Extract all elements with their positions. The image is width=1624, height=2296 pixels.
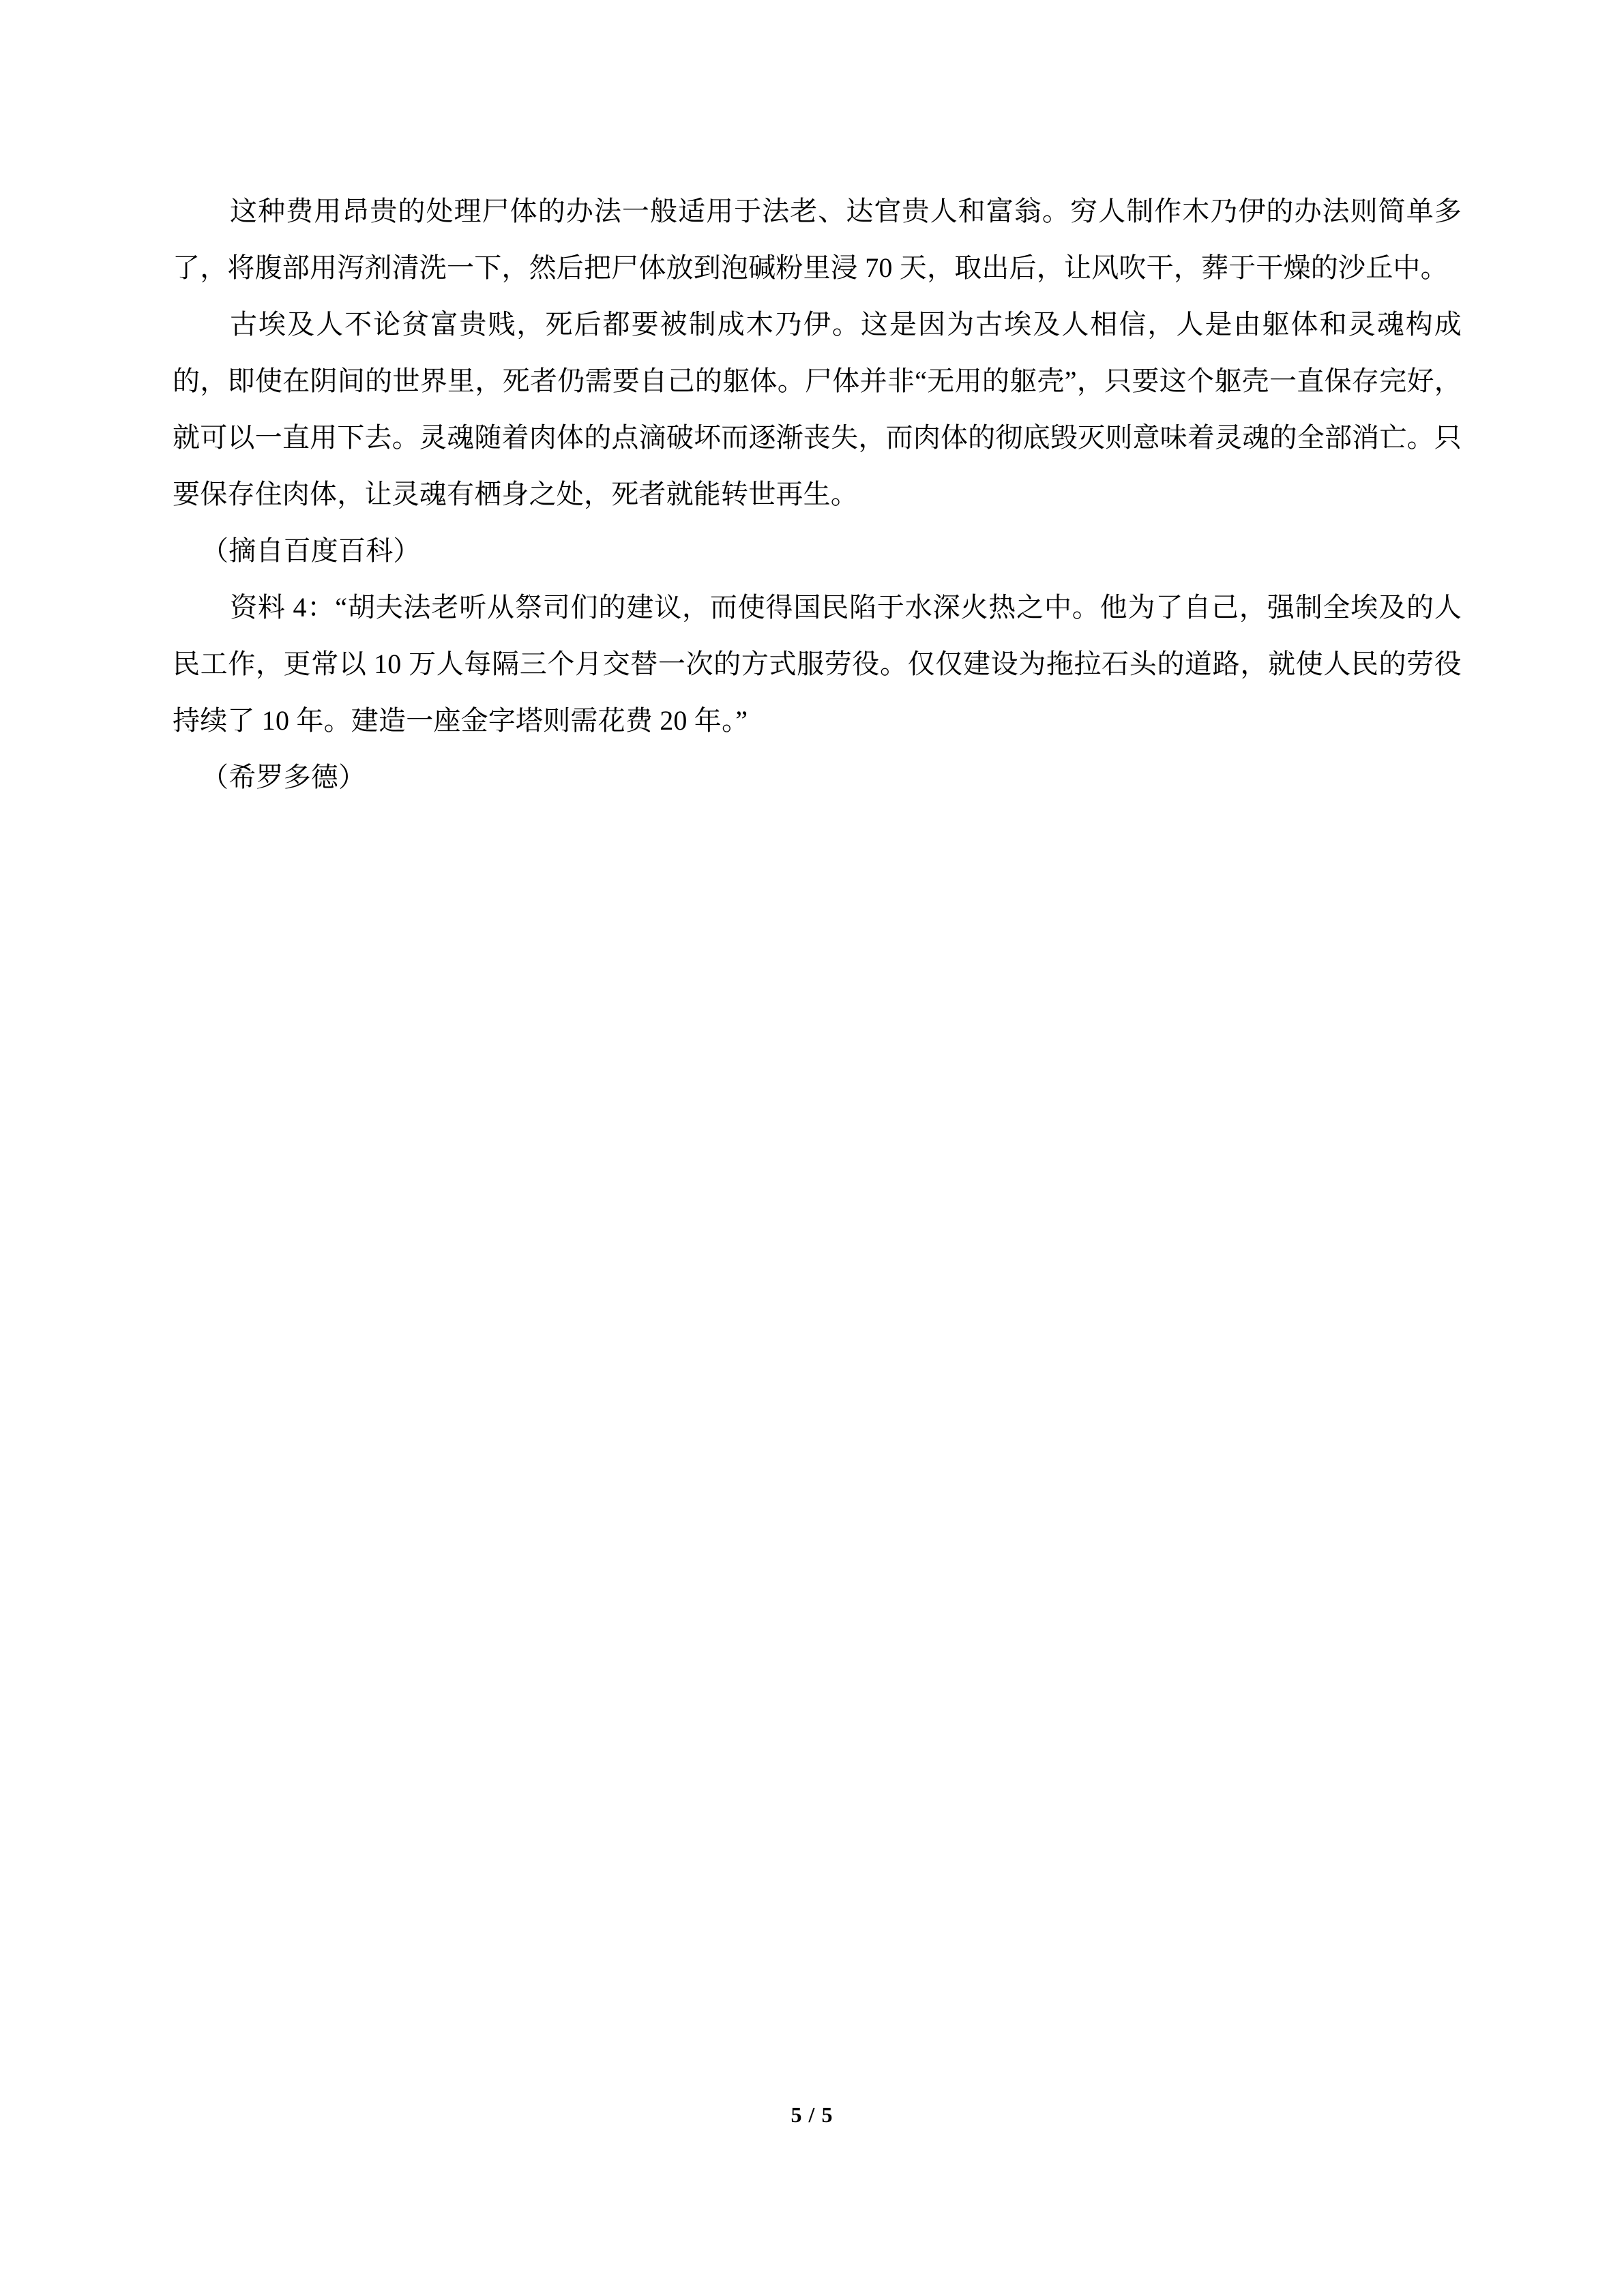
paragraph-mummy-belief: 古埃及人不论贫富贵贱，死后都要被制成木乃伊。这是因为古埃及人相信，人是由躯体和灵魂构成的，即使在阴间的世界里，死者仍需要自己的躯体。尸体并非“无用的躯壳”，只要这个躯壳一直保存完好，就可以一直用下去。灵魂随着肉体的点滴破坏而逐渐丧失，而肉体的彻底毁灭则意味着灵魂的全部消亡。只要保存住肉体，让灵魂有栖身之处，死者就能转世再生。 xyxy=(173,309,1462,509)
source-attribution-herodotus: （希罗多德） xyxy=(201,762,366,792)
paragraph-material-4: 资料 4：“胡夫法老听从祭司们的建议，而使得国民陷于水深火热之中。他为了自己，强制全埃及的人民工作，更常以 10 万人每隔三个月交替一次的方式服劳役。仅仅建设为拖拉石头的道路，就使人民的劳役持续了 10 年。建造一座金字塔则需花费 20 年。” xyxy=(173,592,1462,736)
source-attribution-baidu: （摘自百度百科） xyxy=(201,535,421,566)
paragraph-mummy-cost: 这种费用昂贵的处理尸体的办法一般适用于法老、达官贵人和富翁。穷人制作木乃伊的办法则简单多了，将腹部用泻剂清洗一下，然后把尸体放到泡碱粉里浸 70 天，取出后，让风吹干，葬于干燥的沙丘中。 xyxy=(173,196,1462,283)
document-body xyxy=(173,183,1462,805)
page-footer: 5 / 5 xyxy=(791,2102,833,2127)
